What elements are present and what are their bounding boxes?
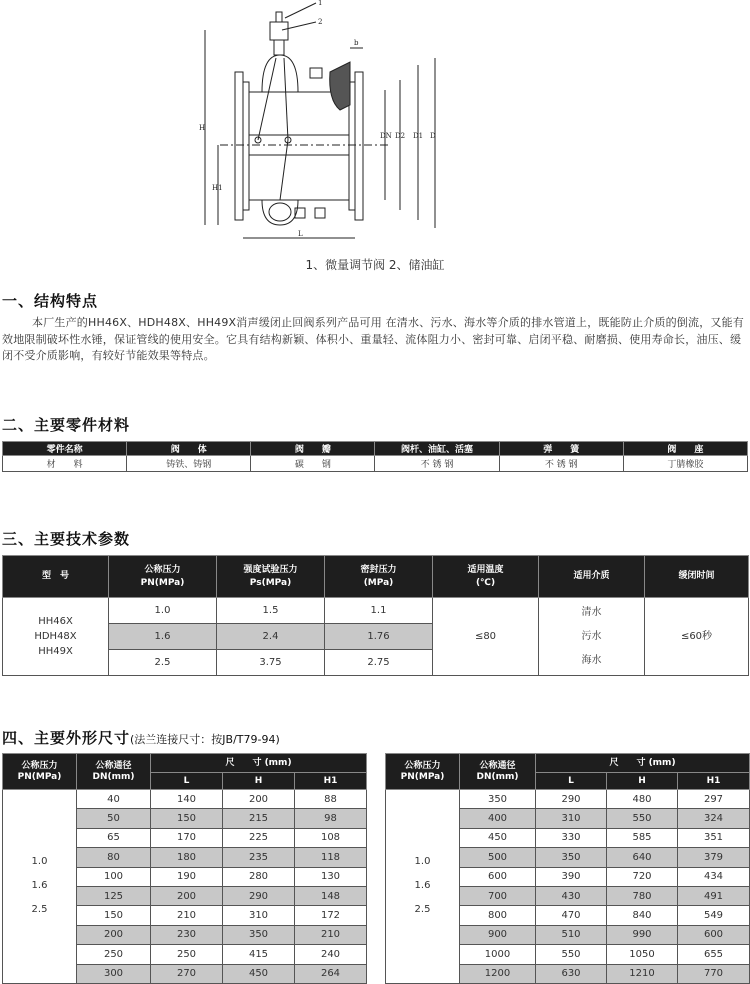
header-cell	[645, 556, 749, 598]
table-cell: 170	[151, 828, 223, 847]
header-line: 强度试验压力	[243, 564, 298, 575]
header-cell: 阀 体	[127, 442, 251, 456]
section-1-paragraph: 本厂生产的HH46X、HDH48X、HH49X消声缓闭止回阀系列产品可用 在清水、污水、海水等介质的排水管道上，既能防止介质的倒流，又能有效地限制破坏性水锤，保证管线的使用安全。它具有结构新颖、体积小、重量轻、流体阻力小、密封可靠、启闭平稳、耐磨损、使用寿命长，油压、缓闭不受介质影响，有较好节能效果等特点。	[2, 316, 744, 362]
table-cell: 600	[460, 867, 536, 886]
header-cell: L	[536, 773, 607, 790]
media-item: 清水	[581, 606, 602, 618]
materials-table	[2, 441, 748, 472]
table-cell: 470	[536, 906, 607, 925]
table-cell: 549	[678, 906, 750, 925]
dim-D-label: D	[430, 132, 436, 140]
table-cell: 500	[460, 848, 536, 867]
close-time-cell: ≤60秒	[645, 598, 749, 676]
table-cell: 1050	[607, 945, 678, 964]
dimensions-table-left	[2, 753, 367, 984]
header-cell: 尺 寸 (mm)	[151, 754, 367, 773]
drawing-caption: 1、微量调节阀 2、储油缸	[305, 258, 445, 272]
callout-2-label: 2	[318, 18, 323, 26]
table-cell: 990	[607, 925, 678, 944]
header-line: 适用温度	[467, 564, 504, 575]
table-cell: 丁腈橡胶	[623, 456, 747, 472]
table-cell: 210	[151, 906, 223, 925]
table-cell: 350	[536, 848, 607, 867]
header-cell	[109, 556, 217, 598]
table-cell: 98	[295, 809, 367, 828]
table-cell: 350	[460, 790, 536, 809]
pn-value: 2.5	[31, 904, 48, 916]
table-cell: 40	[77, 790, 151, 809]
table-cell: 190	[151, 867, 223, 886]
table-cell: 1.0	[109, 598, 217, 624]
model-name: HH46X	[38, 616, 73, 627]
pn-value: 1.0	[31, 856, 48, 868]
pn-value: 1.6	[414, 880, 431, 892]
header-line: PN(MPa)	[400, 771, 445, 782]
table-cell: 250	[77, 945, 151, 964]
table-cell: 210	[295, 925, 367, 944]
table-cell: 65	[77, 828, 151, 847]
table-cell: 1000	[460, 945, 536, 964]
table-cell: 1210	[607, 964, 678, 983]
table-cell: 108	[295, 828, 367, 847]
media-cell	[539, 598, 645, 676]
table-cell: 148	[295, 886, 367, 905]
header-cell: H1	[295, 773, 367, 790]
header-cell	[3, 556, 109, 598]
table-cell: 550	[536, 945, 607, 964]
media-item: 污水	[581, 630, 602, 642]
table-cell: 2.75	[325, 650, 433, 676]
header-cell	[539, 556, 645, 598]
table-cell: 2.5	[109, 650, 217, 676]
table-cell: 3.75	[217, 650, 325, 676]
table-cell: 840	[607, 906, 678, 925]
table-cell: 200	[223, 790, 295, 809]
dim-b-label: b	[354, 39, 359, 47]
media-item: 海水	[581, 654, 602, 666]
pn-value: 1.6	[31, 880, 48, 892]
table-cell: 1.5	[217, 598, 325, 624]
table-cell: 180	[151, 848, 223, 867]
header-cell: 零件名称	[3, 442, 127, 456]
table-row	[3, 790, 367, 809]
valve-technical-drawing	[190, 0, 450, 250]
section-1-title: 一、结构特点	[2, 292, 99, 310]
table-cell: 88	[295, 790, 367, 809]
section-2-title: 二、主要零件材料	[2, 416, 131, 434]
dim-H-label: H	[199, 124, 206, 132]
table-cell: 297	[678, 790, 750, 809]
table-cell: 172	[295, 906, 367, 925]
header-cell	[77, 754, 151, 790]
table-cell: 不 锈 钢	[375, 456, 499, 472]
table-cell: 140	[151, 790, 223, 809]
header-cell	[460, 754, 536, 790]
dim-DN-label: DN	[380, 132, 392, 140]
flange-standard-note: (法兰连接尺寸：按JB/T79-94)	[130, 733, 280, 746]
header-cell: 尺 寸 (mm)	[536, 754, 750, 773]
table-cell: 379	[678, 848, 750, 867]
dim-D1-label: D1	[413, 132, 424, 140]
table-cell: 900	[460, 925, 536, 944]
table-cell: 290	[223, 886, 295, 905]
table-cell: 780	[607, 886, 678, 905]
table-cell: 491	[678, 886, 750, 905]
table-cell: 230	[151, 925, 223, 944]
table-cell: 150	[151, 809, 223, 828]
header-cell: 阀 瓣	[251, 442, 375, 456]
header-line: 公称压力	[404, 760, 441, 771]
table-cell: 400	[460, 809, 536, 828]
table-cell: 50	[77, 809, 151, 828]
header-line: Ps(MPa)	[249, 577, 292, 588]
table-cell: 235	[223, 848, 295, 867]
table-cell: 1.6	[109, 624, 217, 650]
temp-cell: ≤80	[433, 598, 539, 676]
table-cell: 1.1	[325, 598, 433, 624]
header-cell: H1	[678, 773, 750, 790]
header-cell: 弹 簧	[499, 442, 623, 456]
header-line: 适用介质	[573, 571, 610, 581]
dim-H1-label: H1	[212, 184, 223, 192]
header-line: 缓闭时间	[678, 571, 715, 581]
table-cell: 640	[607, 848, 678, 867]
table-cell: 不 锈 钢	[499, 456, 623, 472]
header-cell: H	[223, 773, 295, 790]
table-cell: 290	[536, 790, 607, 809]
header-cell: 阀杆、油缸、活塞	[375, 442, 499, 456]
dim-L-label: L	[298, 230, 303, 238]
table-cell: 1.76	[325, 624, 433, 650]
model-name: HDH48X	[34, 631, 77, 642]
table-cell: 480	[607, 790, 678, 809]
table-cell: 550	[607, 809, 678, 828]
table-cell: 434	[678, 867, 750, 886]
table-cell: 材 料	[3, 456, 127, 472]
header-line: 公称通径	[479, 760, 516, 771]
tech-params-table	[2, 555, 749, 676]
header-line: 密封压力	[360, 564, 397, 575]
header-line: 公称压力	[144, 564, 181, 575]
table-cell: 700	[460, 886, 536, 905]
table-cell: 130	[295, 867, 367, 886]
header-cell	[325, 556, 433, 598]
table-cell: 351	[678, 828, 750, 847]
table-cell: 600	[678, 925, 750, 944]
model-name: HH49X	[38, 646, 73, 657]
table-cell: 200	[77, 925, 151, 944]
model-cell	[3, 598, 109, 676]
header-line: (℃)	[475, 577, 496, 588]
table-cell: 280	[223, 867, 295, 886]
table-cell: 770	[678, 964, 750, 983]
header-line: PN(MPa)	[140, 577, 185, 588]
table-cell: 225	[223, 828, 295, 847]
pn-cell	[386, 790, 460, 984]
table-cell: 碳 钢	[251, 456, 375, 472]
table-cell: 300	[77, 964, 151, 983]
table-cell: 240	[295, 945, 367, 964]
table-cell: 250	[151, 945, 223, 964]
header-line: 公称通径	[95, 760, 132, 771]
header-cell	[217, 556, 325, 598]
table-cell: 2.4	[217, 624, 325, 650]
table-cell: 585	[607, 828, 678, 847]
pn-cell	[3, 790, 77, 984]
header-line: 公称压力	[21, 760, 58, 771]
dim-D2-label: D2	[395, 132, 406, 140]
callout-1-label: 1	[318, 0, 323, 7]
header-cell: H	[607, 773, 678, 790]
header-cell: L	[151, 773, 223, 790]
table-cell: 200	[151, 886, 223, 905]
table-cell: 390	[536, 867, 607, 886]
table-cell: 80	[77, 848, 151, 867]
section-4-heading: 四、主要外形尺寸	[2, 729, 131, 747]
table-cell: 125	[77, 886, 151, 905]
header-line: DN(mm)	[92, 771, 135, 782]
table-cell: 415	[223, 945, 295, 964]
header-line: PN(MPa)	[17, 771, 62, 782]
table-cell: 1200	[460, 964, 536, 983]
table-cell: 264	[295, 964, 367, 983]
table-cell: 310	[536, 809, 607, 828]
table-cell: 330	[536, 828, 607, 847]
table-cell: 510	[536, 925, 607, 944]
section-3-title: 三、主要技术参数	[2, 530, 131, 548]
table-cell: 800	[460, 906, 536, 925]
table-cell: 450	[460, 828, 536, 847]
table-cell: 310	[223, 906, 295, 925]
header-line: 型 号	[41, 571, 69, 581]
table-cell: 270	[151, 964, 223, 983]
table-cell: 100	[77, 867, 151, 886]
section-4-title	[2, 727, 280, 748]
table-cell: 150	[77, 906, 151, 925]
table-cell: 630	[536, 964, 607, 983]
table-cell: 430	[536, 886, 607, 905]
table-cell: 350	[223, 925, 295, 944]
table-cell: 铸铁、铸钢	[127, 456, 251, 472]
header-cell	[3, 754, 77, 790]
header-line: (MPa)	[363, 577, 394, 588]
pn-value: 1.0	[414, 856, 431, 868]
table-row	[386, 790, 750, 809]
header-cell	[433, 556, 539, 598]
table-cell: 215	[223, 809, 295, 828]
table-cell: 324	[678, 809, 750, 828]
pn-value: 2.5	[414, 904, 431, 916]
table-cell: 720	[607, 867, 678, 886]
table-cell: 450	[223, 964, 295, 983]
header-cell	[386, 754, 460, 790]
table-cell: 655	[678, 945, 750, 964]
table-cell: 118	[295, 848, 367, 867]
header-cell: 阀 座	[623, 442, 747, 456]
header-line: DN(mm)	[476, 771, 519, 782]
dimensions-table-right	[385, 753, 750, 984]
